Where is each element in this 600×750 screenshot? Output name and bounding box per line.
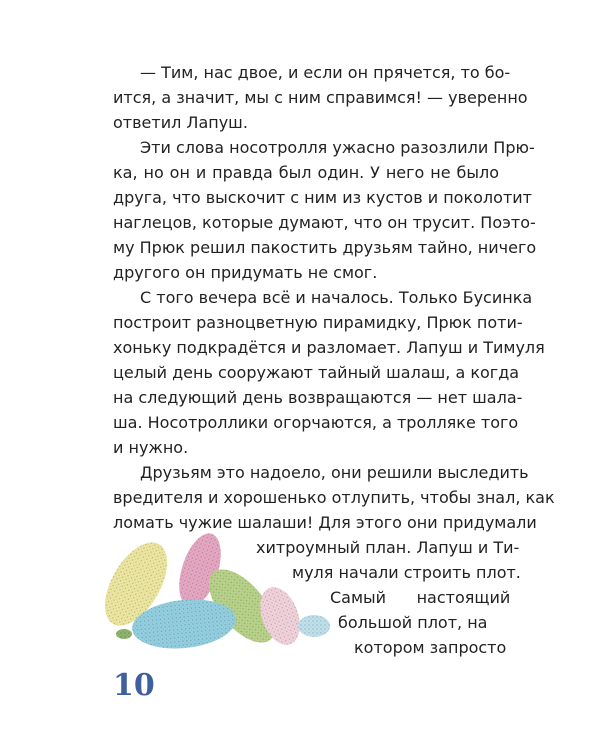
text-line: друга, что выскочит с ним из кустов и поколотит bbox=[113, 188, 532, 207]
text-line: другого он придумать не смог. bbox=[113, 263, 378, 282]
text-line: хитроумный план. Лапуш и Ти- bbox=[256, 538, 520, 557]
text-line: наглецов, которые думают, что он трусит. Поэто- bbox=[113, 213, 536, 232]
text-line: целый день сооружают тайный шалаш, а когда bbox=[113, 363, 520, 382]
text-line: большой плот, на bbox=[338, 613, 488, 632]
pebbles-illustration bbox=[100, 532, 340, 652]
text-line: ша. Носотроллики огорчаются, а тролляке того bbox=[113, 413, 519, 432]
text-line: му Прюк решил пакостить друзьям тайно, ничего bbox=[113, 238, 537, 257]
text-line: Самый настоящий bbox=[330, 588, 511, 607]
text-line: ка, но он и правда был один. У него не было bbox=[113, 163, 499, 182]
text-line: построит разноцветную пирамидку, Прюк поти- bbox=[113, 313, 523, 332]
text-line: хоньку подкрадётся и разломает. Лапуш и Тимуля bbox=[113, 338, 545, 357]
text-line: вредителя и хорошенько отлупить, чтобы знал, как bbox=[113, 488, 555, 507]
text-line: Друзьям это надоело, они решили выследить bbox=[140, 463, 529, 482]
text-line: С того вечера всё и началось. Только Бусинка bbox=[140, 288, 533, 307]
text-line: муля начали строить плот. bbox=[292, 563, 521, 582]
text-line: ответил Лапуш. bbox=[113, 113, 248, 132]
text-line: и нужно. bbox=[113, 438, 189, 457]
text-line: котором запросто bbox=[354, 638, 507, 657]
text-line: ломать чужие шалаши! Для этого они придумали bbox=[113, 513, 537, 532]
text-line: Эти слова носотролля ужасно разозлили Прю- bbox=[140, 138, 535, 157]
text-line: на следующий день возвращаются — нет шала- bbox=[113, 388, 523, 407]
text-line: ится, а значит, мы с ним справимся! — уверенно bbox=[113, 88, 528, 107]
text-line: — Тим, нас двое, и если он прячется, то бо- bbox=[140, 63, 511, 82]
page-number: 10 bbox=[113, 668, 155, 703]
